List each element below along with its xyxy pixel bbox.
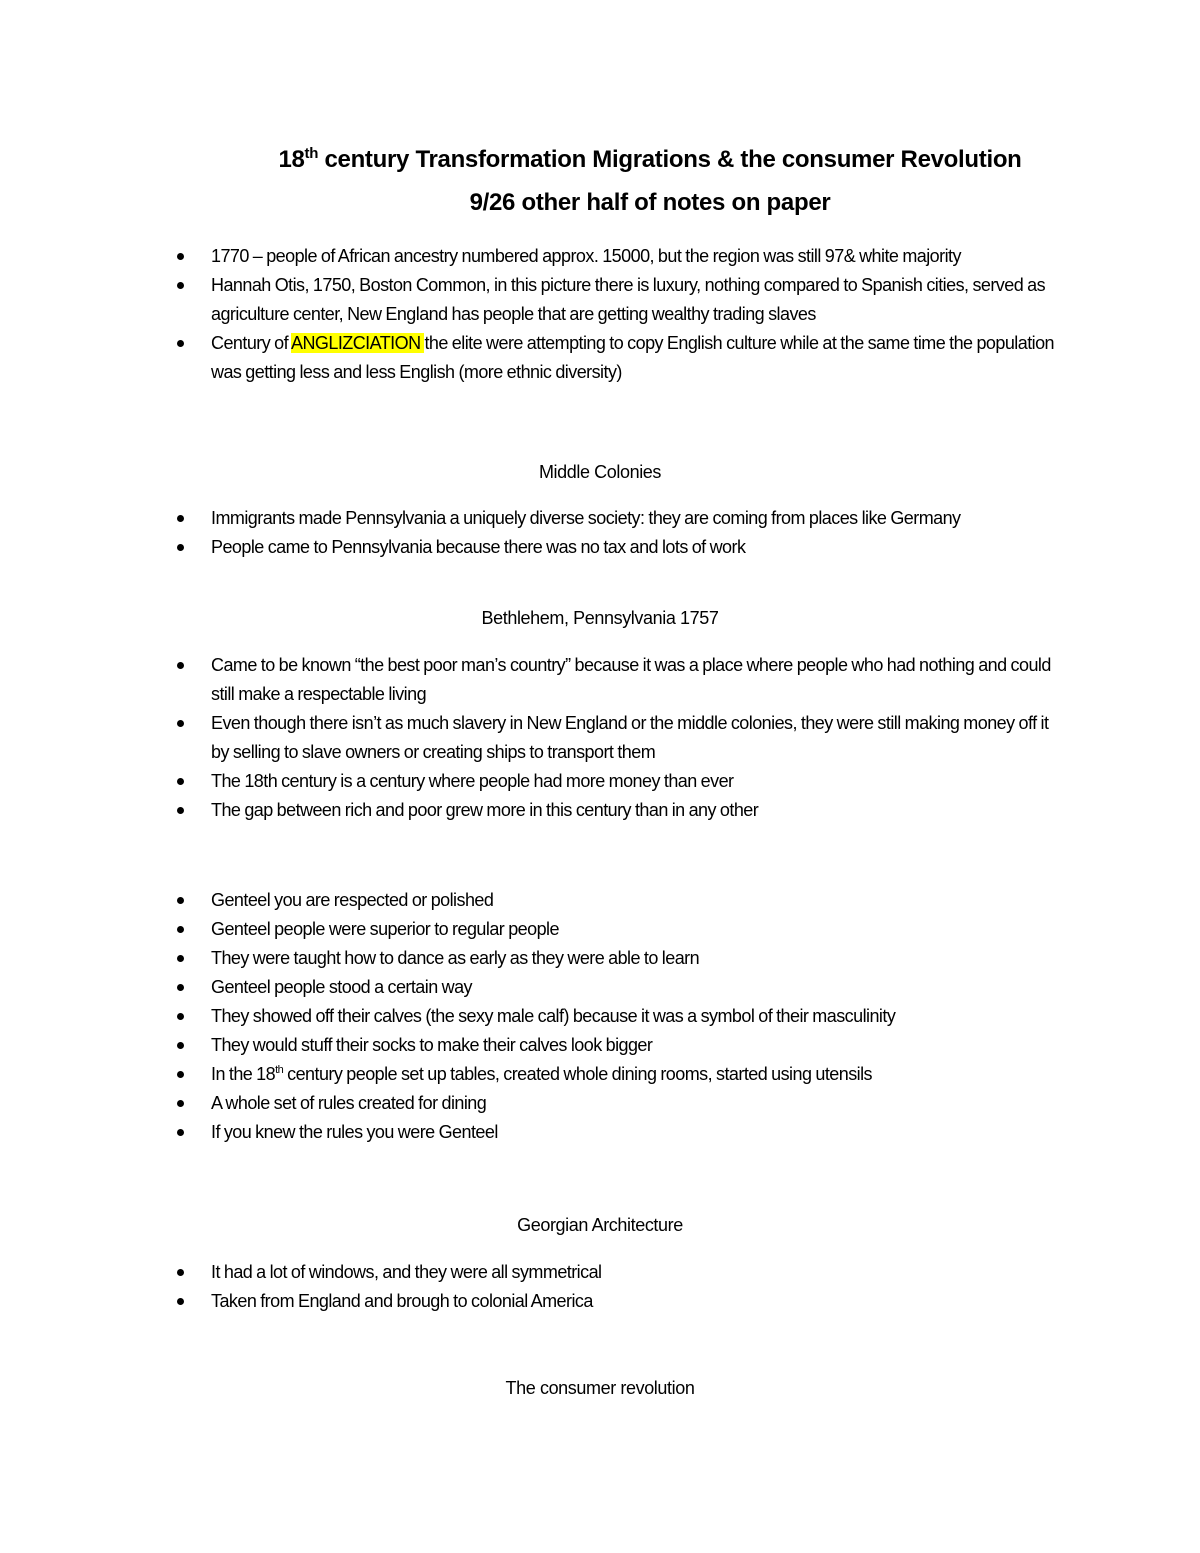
bullet-icon bbox=[177, 720, 184, 727]
list-item: They showed off their calves (the sexy male calf) because it was a symbol of their masculinity bbox=[0, 1002, 1061, 1031]
list-item: Century of ANGLIZCIATION the elite were attempting to copy English culture while at the same time the population was getting less and less English (more ethnic diversity) bbox=[0, 329, 1061, 387]
list-item: The gap between rich and poor grew more in this century than in any other bbox=[0, 796, 1061, 825]
bullet-list-genteel bbox=[0, 886, 1061, 1147]
bullet-list-georgian bbox=[0, 1258, 1061, 1316]
list-item: Immigrants made Pennsylvania a uniquely diverse society: they are coming from places like Germany bbox=[0, 504, 1061, 533]
bullet-icon bbox=[177, 778, 184, 785]
bullet-icon bbox=[177, 544, 184, 551]
bullet-icon bbox=[177, 515, 184, 522]
list-item: People came to Pennsylvania because there was no tax and lots of work bbox=[0, 533, 1061, 562]
list-item: If you knew the rules you were Genteel bbox=[0, 1118, 1061, 1147]
list-item: It had a lot of windows, and they were all symmetrical bbox=[0, 1258, 1061, 1287]
bullet-icon bbox=[177, 340, 184, 347]
heading-bethlehem: Bethlehem, Pennsylvania 1757 bbox=[481, 608, 719, 628]
document-title-line-1: 18th century Transformation Migrations & the consumer Revolution bbox=[278, 145, 1022, 173]
list-item: They would stuff their socks to make their calves look bigger bbox=[0, 1031, 1061, 1060]
list-item: Came to be known “the best poor man’s country” because it was a place where people who had nothing and could still make a respectable living bbox=[0, 651, 1061, 709]
list-item: A whole set of rules created for dining bbox=[0, 1089, 1061, 1118]
bullet-icon bbox=[177, 926, 184, 933]
bullet-list-bethlehem bbox=[0, 651, 1061, 825]
list-item: Genteel people were superior to regular people bbox=[0, 915, 1061, 944]
bullet-icon bbox=[177, 1100, 184, 1107]
bullet-icon bbox=[177, 253, 184, 260]
bullet-icon bbox=[177, 955, 184, 962]
bullet-list-new-england bbox=[0, 242, 1061, 387]
bullet-icon bbox=[177, 662, 184, 669]
bullet-icon bbox=[177, 1042, 184, 1049]
bullet-icon bbox=[177, 282, 184, 289]
bullet-icon bbox=[177, 1071, 184, 1078]
highlighted-term: ANGLIZCIATION bbox=[291, 333, 425, 353]
document-title-line-2: 9/26 other half of notes on paper bbox=[469, 189, 831, 216]
bullet-list-middle-colonies bbox=[0, 504, 1061, 562]
bullet-icon bbox=[177, 1269, 184, 1276]
bullet-icon bbox=[177, 1013, 184, 1020]
bullet-icon bbox=[177, 897, 184, 904]
list-item: Hannah Otis, 1750, Boston Common, in this picture there is luxury, nothing compared to Spanish cities, served as agriculture center, New England has people that are getting wealthy trading slaves bbox=[0, 271, 1061, 329]
list-item: In the 18th century people set up tables, created whole dining rooms, started using utensils bbox=[0, 1060, 1061, 1089]
list-item: Genteel people stood a certain way bbox=[0, 973, 1061, 1002]
list-item: 1770 – people of African ancestry numbered approx. 15000, but the region was still 97& white majority bbox=[0, 242, 1061, 271]
heading-consumer-revolution: The consumer revolution bbox=[505, 1378, 695, 1398]
list-item: Even though there isn’t as much slavery in New England or the middle colonies, they were still making money off it by selling to slave owners or creating ships to transport them bbox=[0, 709, 1061, 767]
bullet-icon bbox=[177, 1298, 184, 1305]
list-item: The 18th century is a century where people had more money than ever bbox=[0, 767, 1061, 796]
list-item: Genteel you are respected or polished bbox=[0, 886, 1061, 915]
heading-middle-colonies: Middle Colonies bbox=[538, 462, 662, 482]
bullet-icon bbox=[177, 984, 184, 991]
list-item: They were taught how to dance as early as they were able to learn bbox=[0, 944, 1061, 973]
heading-georgian-architecture: Georgian Architecture bbox=[517, 1215, 683, 1235]
list-item: Taken from England and brough to colonial America bbox=[0, 1287, 1061, 1316]
bullet-icon bbox=[177, 807, 184, 814]
bullet-icon bbox=[177, 1129, 184, 1136]
